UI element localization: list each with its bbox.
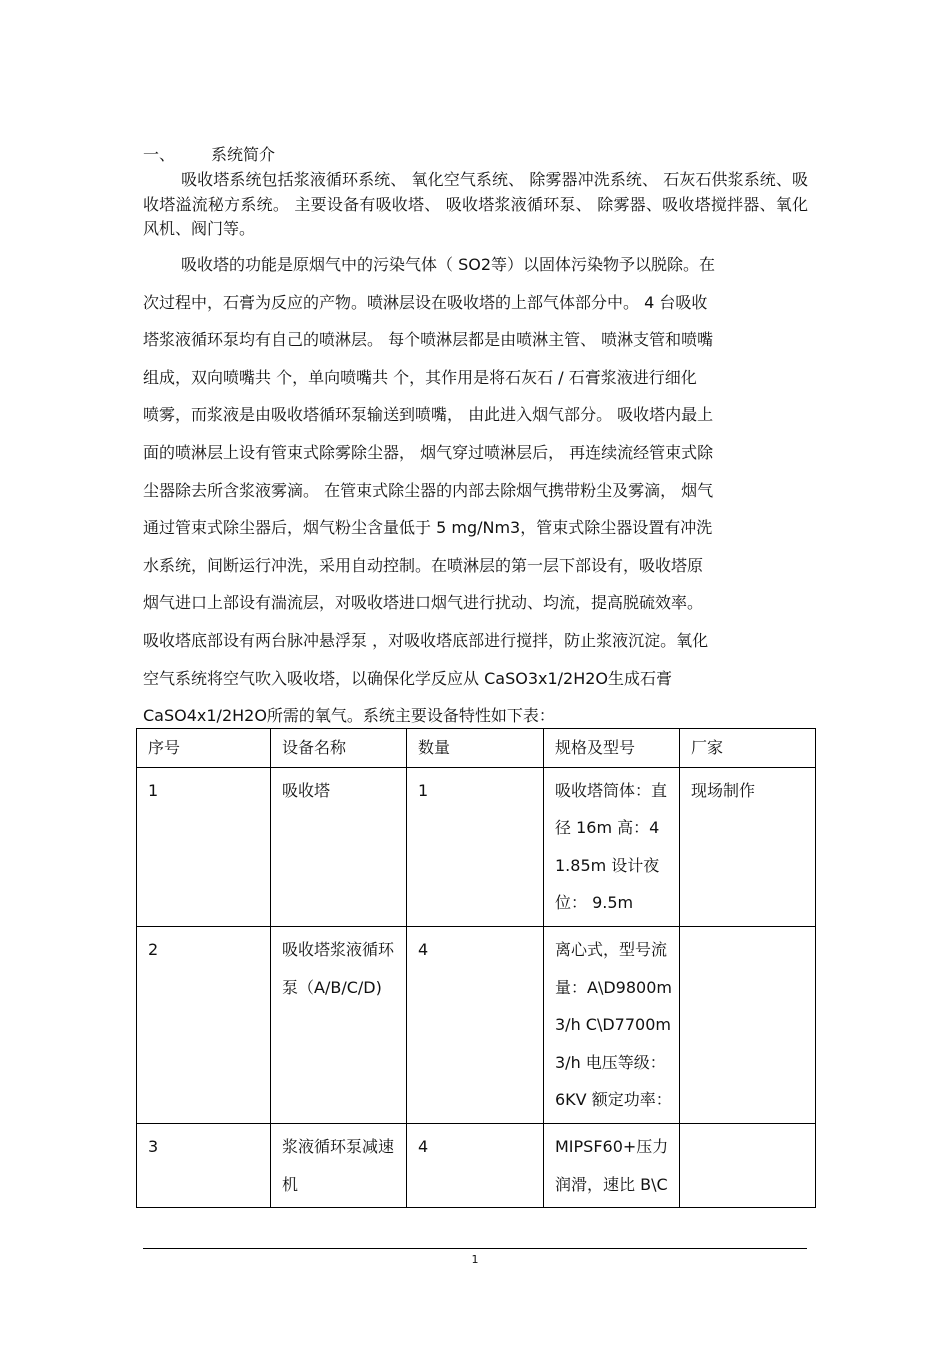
body-paragraph	[143, 246, 808, 735]
section-title: 系统简介	[211, 145, 276, 164]
quantity-cell: 4	[407, 926, 544, 1123]
body-line: 次过程中，石膏为反应的产物。喷淋层设在吸收塔的上部气体部分中。 4 台吸收	[143, 292, 708, 312]
body-line: 通过管束式除尘器后，烟气粉尘含量低于 5 mg/Nm3，管束式除尘器设置有冲洗	[143, 518, 713, 538]
spec-cell: 离心式，型号流量：A\D9800m3/h C\D7700m3/h 电压等级： 6KV 额定功率：	[544, 926, 680, 1123]
header-cell: 设备名称	[271, 729, 407, 768]
header-cell: 厂家	[680, 729, 816, 768]
quantity-cell: 4	[407, 1123, 544, 1207]
vendor-cell	[680, 926, 816, 1123]
row-number-cell: 2	[137, 926, 271, 1123]
body-line: 组成，双向喷嘴共 个，单向喷嘴共 个，其作用是将石灰石 / 石膏浆液进行细化	[143, 367, 697, 387]
body-line: 尘器除去所含浆液雾滴。 在管束式除尘器的内部去除烟气携带粉尘及雾滴， 烟气	[143, 480, 714, 500]
footer-divider	[143, 1248, 807, 1249]
body-line: 空气系统将空气吹入吸收塔，以确保化学反应从 CaSO3x1/2H2O生成石膏	[143, 668, 673, 688]
vendor-cell: 现场制作	[680, 767, 816, 926]
equipment-name-cell: 浆液循环泵减速机	[271, 1123, 407, 1207]
vendor-cell	[680, 1123, 816, 1207]
intro-text: 吸收塔系统包括浆液循环系统、 氧化空气系统、 除雾器冲洗系统、 石灰石供浆系统、吸收塔溢流秘方系统。 主要设备有吸收塔、 吸收塔浆液循环泵、 除雾器、吸收塔搅拌器、氧化风机、阀门等。	[143, 170, 808, 238]
table-header-row	[137, 729, 816, 768]
page-number: 1	[471, 1253, 479, 1266]
table-row	[137, 926, 816, 1123]
body-line: 水系统，间断运行冲洗，采用自动控制。在喷淋层的第一层下部设有，吸收塔原	[143, 555, 704, 575]
row-number-cell: 1	[137, 767, 271, 926]
spec-cell: 吸收塔筒体：直径 16m 高：41.85m 设计夜位： 9.5m	[544, 767, 680, 926]
body-line: 吸收塔的功能是原烟气中的污染气体（ SO2等）以固体污染物予以脱除。在	[181, 255, 716, 274]
body-line: 吸收塔底部设有两台脉冲悬浮泵 ，对吸收塔底部进行搅拌，防止浆液沉淀。氧化	[143, 630, 709, 650]
equipment-name-cell: 吸收塔浆液循环泵（A/B/C/D)	[271, 926, 407, 1123]
table-row	[137, 767, 816, 926]
header-cell: 数量	[407, 729, 544, 768]
table-row	[137, 1123, 816, 1207]
header-cell: 序号	[137, 729, 271, 768]
header-cell: 规格及型号	[544, 729, 680, 768]
body-line: 喷雾，而浆液是由吸收塔循环泵输送到喷嘴， 由此进入烟气部分。 吸收塔内最上	[143, 405, 714, 425]
body-line: 烟气进口上部设有湍流层，对吸收塔进口烟气进行扰动、均流，提高脱硫效率。	[143, 593, 704, 613]
body-line: 面的喷淋层上设有管束式除雾除尘器， 烟气穿过喷淋层后， 再连续流经管束式除	[143, 442, 714, 462]
spec-cell: MIPSF60+压力润滑，速比 B\C	[544, 1123, 680, 1207]
intro-paragraph	[143, 168, 808, 242]
row-number-cell: 3	[137, 1123, 271, 1207]
body-line: 塔浆液循环泵均有自己的喷淋层。 每个喷淋层都是由喷淋主管、 喷淋支管和喷嘴	[143, 330, 714, 350]
equipment-name-cell: 吸收塔	[271, 767, 407, 926]
section-number: 一、	[143, 145, 176, 164]
section-heading	[143, 144, 275, 166]
body-line: CaSO4x1/2H2O所需的氧气。系统主要设备特性如下表：	[143, 706, 555, 726]
equipment-table	[136, 728, 816, 1208]
quantity-cell: 1	[407, 767, 544, 926]
